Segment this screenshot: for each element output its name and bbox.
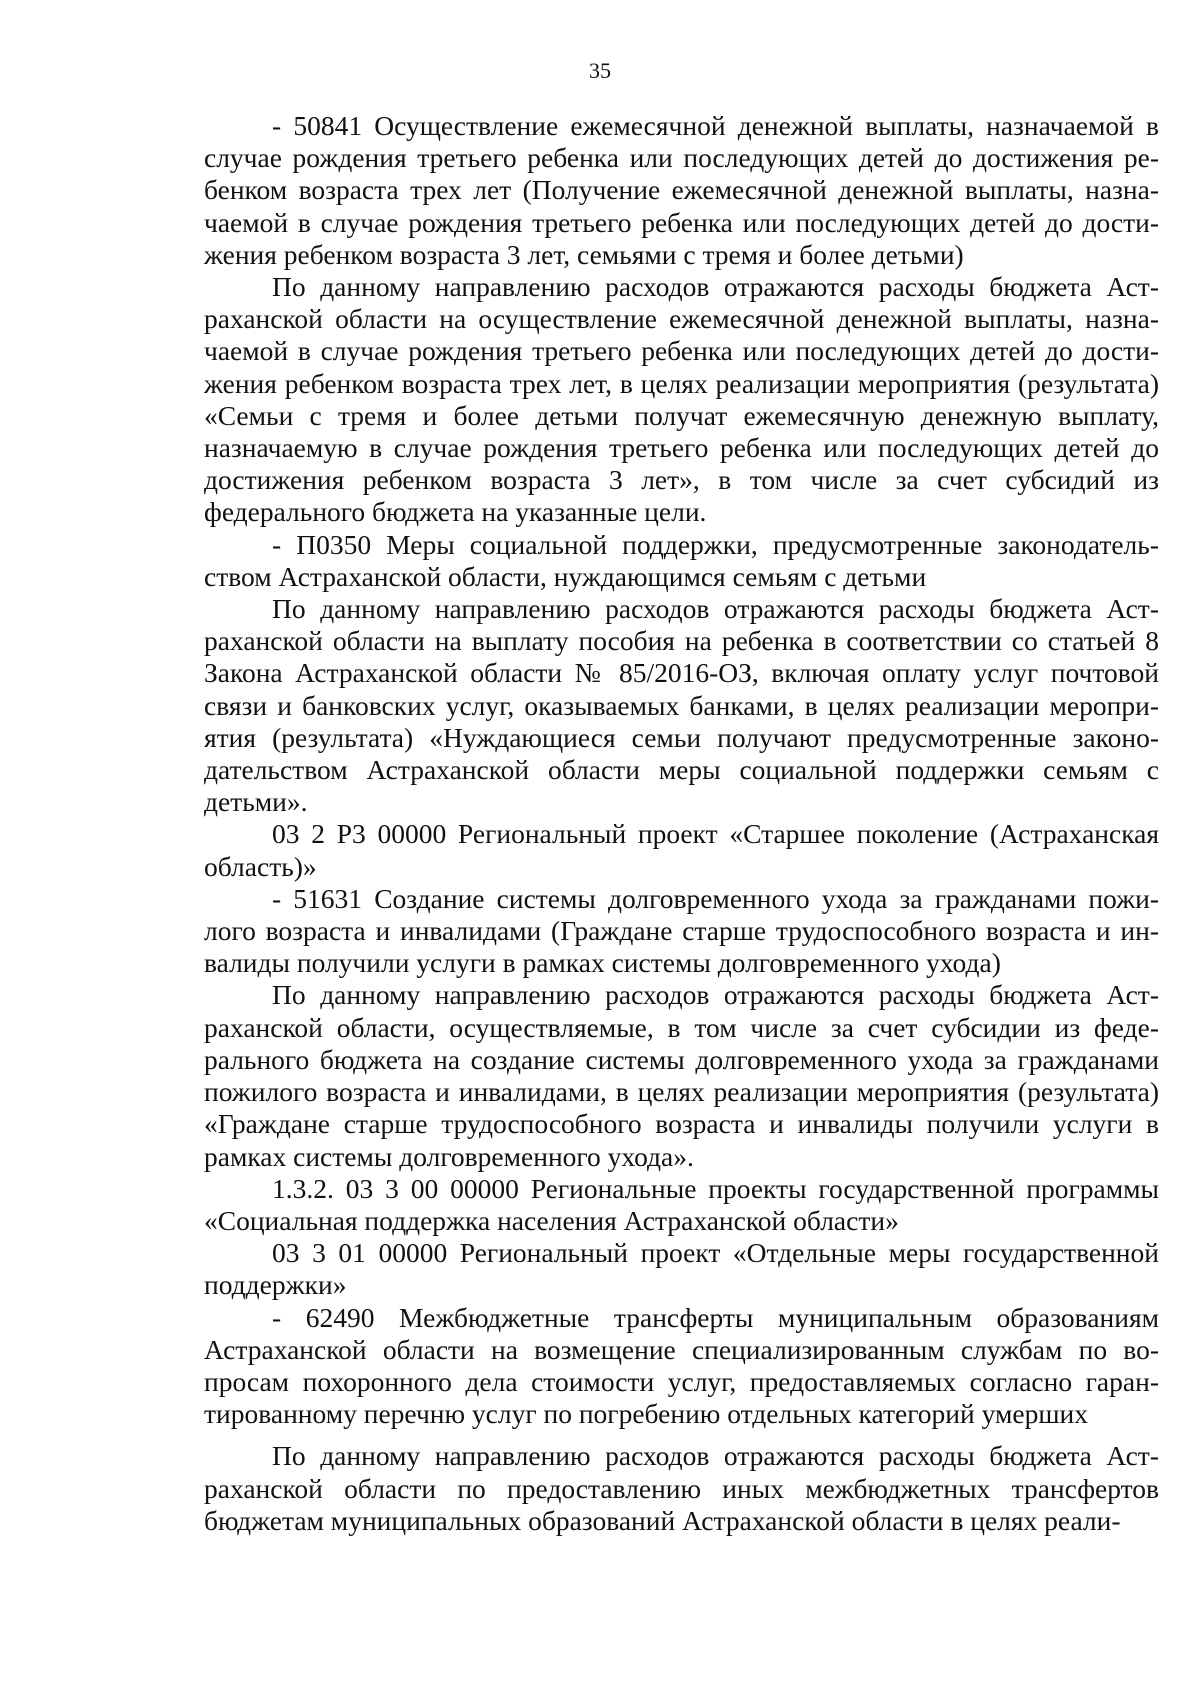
paragraph-51631-description: По данному направлению расходов отражаются расходы бюджета Астраханской области, осуществляемые, в том числе за счет субсидии из федерального бюджета на создание системы долговременного ухода за гражданами пожилого возраста и инвалидами, в целях реализации мероприятия (результата) «Граждане старше трудоспособного возраста и инвалиды получили услуги в рамках системы долговременного ухода». bbox=[204, 979, 1159, 1172]
paragraph-62490-description: По данному направлению расходов отражаются расходы бюджета Астраханской области по предоставлению иных межбюджетных трансфертов бюджетам муниципальных образований Астраханской области в целях реали- bbox=[204, 1440, 1159, 1536]
paragraph-regional-project-p3: 03 2 Р3 00000 Региональный проект «Старшее поколение (Астраханская область)» bbox=[204, 818, 1159, 882]
document-body bbox=[204, 110, 1159, 1537]
paragraph-50841-description: По данному направлению расходов отражаются расходы бюджета Астраханской области на осуществление ежемесячной денежной выплаты, назначаемой в случае рождения третьего ребенка или последующих детей до достижения ребенком возраста трех лет, в целях реализации мероприятия (результата) «Семьи с тремя и более детьми получат ежемесячную денежную выплату, назначаемую в случае рождения третьего ребенка или последующих детей до достижения ребенком возраста 3 лет», в том числе за счет субсидий из федерального бюджета на указанные цели. bbox=[204, 271, 1159, 528]
paragraph-p0350-description: По данному направлению расходов отражаются расходы бюджета Астраханской области на выплату пособия на ребенка в соответствии со статьей 8 Закона Астраханской области № 85/2016-ОЗ, включая оплату услуг почтовой связи и банковских услуг, оказываемых банками, в целях реализации мероприятия (результата) «Нуждающиеся семьи получают предусмотренные законодательством Астраханской области меры социальной поддержки семьям с детьми». bbox=[204, 593, 1159, 818]
paragraph-51631-title: - 51631 Создание системы долговременного ухода за гражданами пожилого возраста и инвалидами (Граждане старше трудоспособного возраста и инвалиды получили услуги в рамках системы долговременного ухода) bbox=[204, 882, 1159, 979]
page-number: 35 bbox=[589, 58, 611, 83]
paragraph-50841-title: - 50841 Осуществление ежемесячной денежной выплаты, назначаемой в случае рождения третьего ребенка или последующих детей до достижения ребенком возраста трех лет (Получение ежемесячной денежной выплаты, назначаемой в случае рождения третьего ребенка или последующих детей до достижения ребенком возраста 3 лет, семьями с тремя и более детьми) bbox=[204, 110, 1159, 270]
paragraph-section-1-3-2: 1.3.2. 03 3 00 00000 Региональные проекты государственной программы «Социальная поддержка населения Астраханской области» bbox=[204, 1172, 1159, 1236]
paragraph-p0350-title: - П0350 Меры социальной поддержки, предусмотренные законодательством Астраханской области, нуждающимся семьям с детьми bbox=[204, 528, 1159, 592]
paragraph-62490-title: - 62490 Межбюджетные трансферты муниципальным образованиям Астраханской области на возмещение специализированным службам по вопросам похоронного дела стоимости услуг, предоставляемых согласно гарантированному перечню услуг по погребению отдельных категорий умерших bbox=[204, 1301, 1159, 1430]
paragraph-regional-project-0301: 03 3 01 00000 Региональный проект «Отдельные меры государственной поддержки» bbox=[204, 1237, 1159, 1301]
